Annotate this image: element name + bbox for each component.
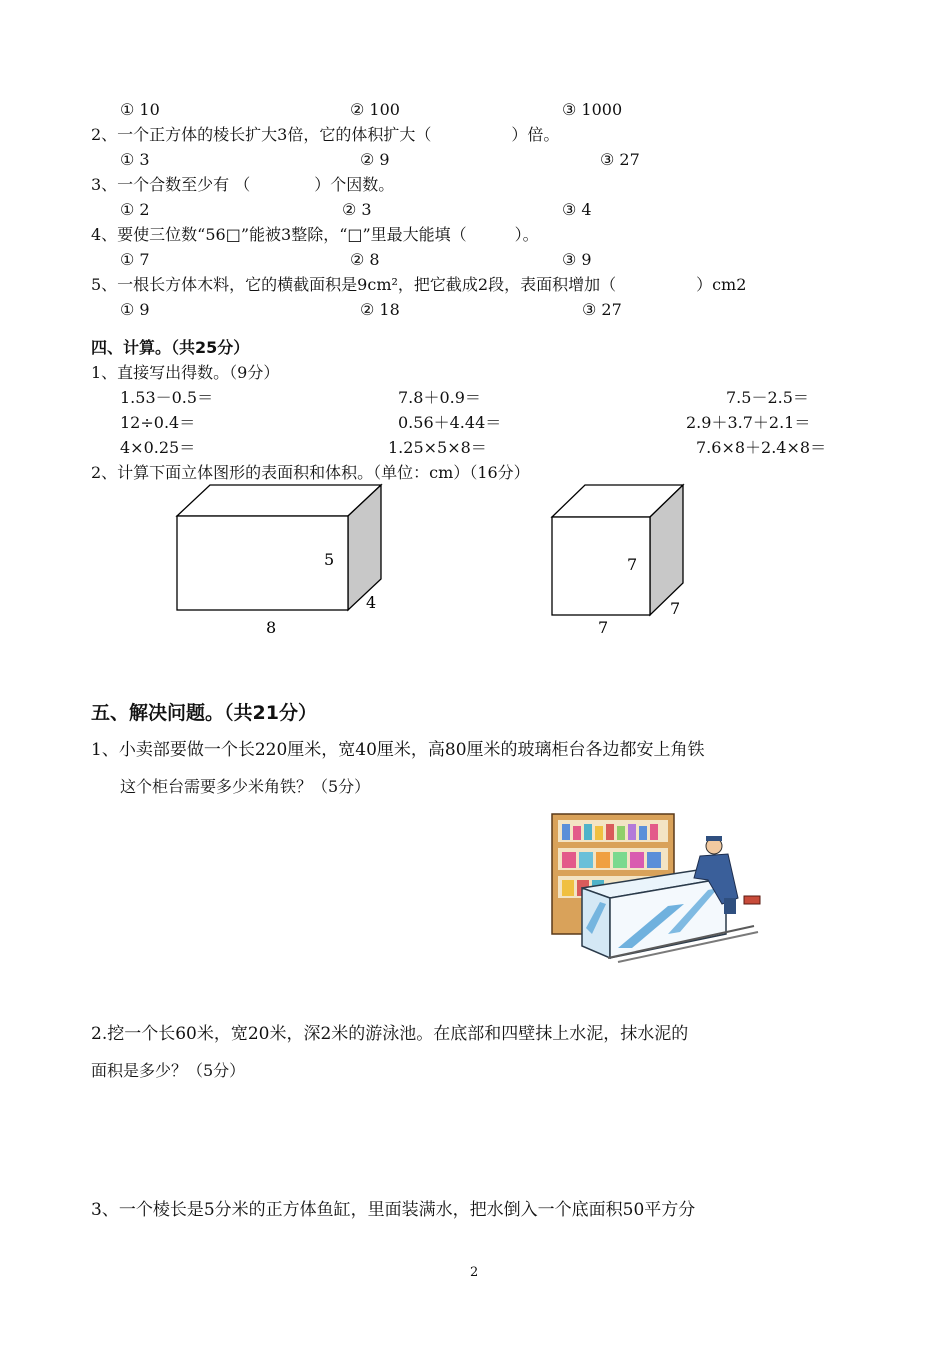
cuboid-front-face (177, 516, 348, 610)
calc-r3c3: 7.6×8＋2.4×8＝ (696, 438, 827, 457)
cube-length-label: 7 (598, 618, 609, 637)
calc-r2c2: 0.56＋4.44＝ (398, 413, 502, 432)
q2-text: 2、一个正方体的棱长扩大3倍，它的体积扩大（ ）倍。 (91, 125, 560, 144)
section4-title: 四、计算。（共25分） (91, 338, 250, 357)
section4-q1: 1、直接写出得数。（9分） (91, 363, 280, 382)
q4-text: 4、要使三位数“56□”能被3整除，“□”里最大能填（ ）。 (91, 225, 539, 244)
calc-r1c2: 7.8＋0.9＝ (398, 388, 481, 407)
q3-option-1: ① 2 (120, 200, 150, 219)
section4-q2: 2、计算下面立体图形的表面积和体积。（单位：cm）（16分） (91, 463, 530, 482)
q2-option-1: ① 3 (120, 150, 150, 169)
q1-option-3: ③ 1000 (562, 100, 623, 119)
q3-option-2: ② 3 (342, 200, 372, 219)
section5-q1-line1: 1、小卖部要做一个长220厘米，宽40厘米，高80厘米的玻璃柜台各边都安上角铁 (91, 740, 705, 760)
calc-r2c3: 2.9＋3.7＋2.1＝ (686, 413, 811, 432)
page-number: 2 (470, 1265, 479, 1280)
calc-r3c1: 4×0.25＝ (120, 438, 196, 457)
calc-r1c1: 1.53－0.5＝ (120, 388, 214, 407)
q5-text: 5、一根长方体木料，它的横截面积是9cm²，把它截成2段，表面积增加（ ）cm2 (91, 275, 747, 294)
q4-option-1: ① 7 (120, 250, 150, 269)
cube-height-label: 7 (627, 555, 638, 574)
calc-r2c1: 12÷0.4＝ (120, 413, 196, 432)
q2-option-3: ③ 27 (600, 150, 640, 169)
q4-option-3: ③ 9 (562, 250, 592, 269)
cube-width-label: 7 (670, 599, 681, 618)
q2-option-2: ② 9 (360, 150, 390, 169)
q5-option-1: ① 9 (120, 300, 150, 319)
q3-option-3: ③ 4 (562, 200, 592, 219)
section5-title: 五、解决问题。（共21分） (91, 702, 317, 724)
glass-counter-worker-icon (548, 808, 772, 968)
cuboid-top-face (177, 485, 381, 516)
section5-q2-line1: 2.挖一个长60米，宽20米，深2米的游泳池。在底部和四壁抹上水泥，抹水泥的 (91, 1024, 689, 1044)
q1-option-2: ② 100 (350, 100, 400, 119)
calc-r1c3: 7.5－2.5＝ (726, 388, 809, 407)
cuboid-width-label: 4 (366, 593, 377, 612)
cuboid-length-label: 8 (266, 618, 277, 637)
q4-option-2: ② 8 (350, 250, 380, 269)
cuboid-height-label: 5 (324, 550, 335, 569)
section5-q2-line2: 面积是多少？（5分） (91, 1061, 246, 1080)
q3-text: 3、一个合数至少有 （ ）个因数。 (91, 175, 395, 194)
cuboid-figure (160, 480, 400, 650)
q5-option-3: ③ 27 (582, 300, 622, 319)
calc-r3c2: 1.25×5×8＝ (388, 438, 487, 457)
section5-q1-line2: 这个柜台需要多少米角铁？（5分） (120, 777, 371, 796)
q1-option-1: ① 10 (120, 100, 160, 119)
cube-figure (540, 480, 700, 650)
q5-option-2: ② 18 (360, 300, 400, 319)
section5-q3-line1: 3、一个棱长是5分米的正方体鱼缸，里面装满水，把水倒入一个底面积50平方分 (91, 1200, 696, 1220)
